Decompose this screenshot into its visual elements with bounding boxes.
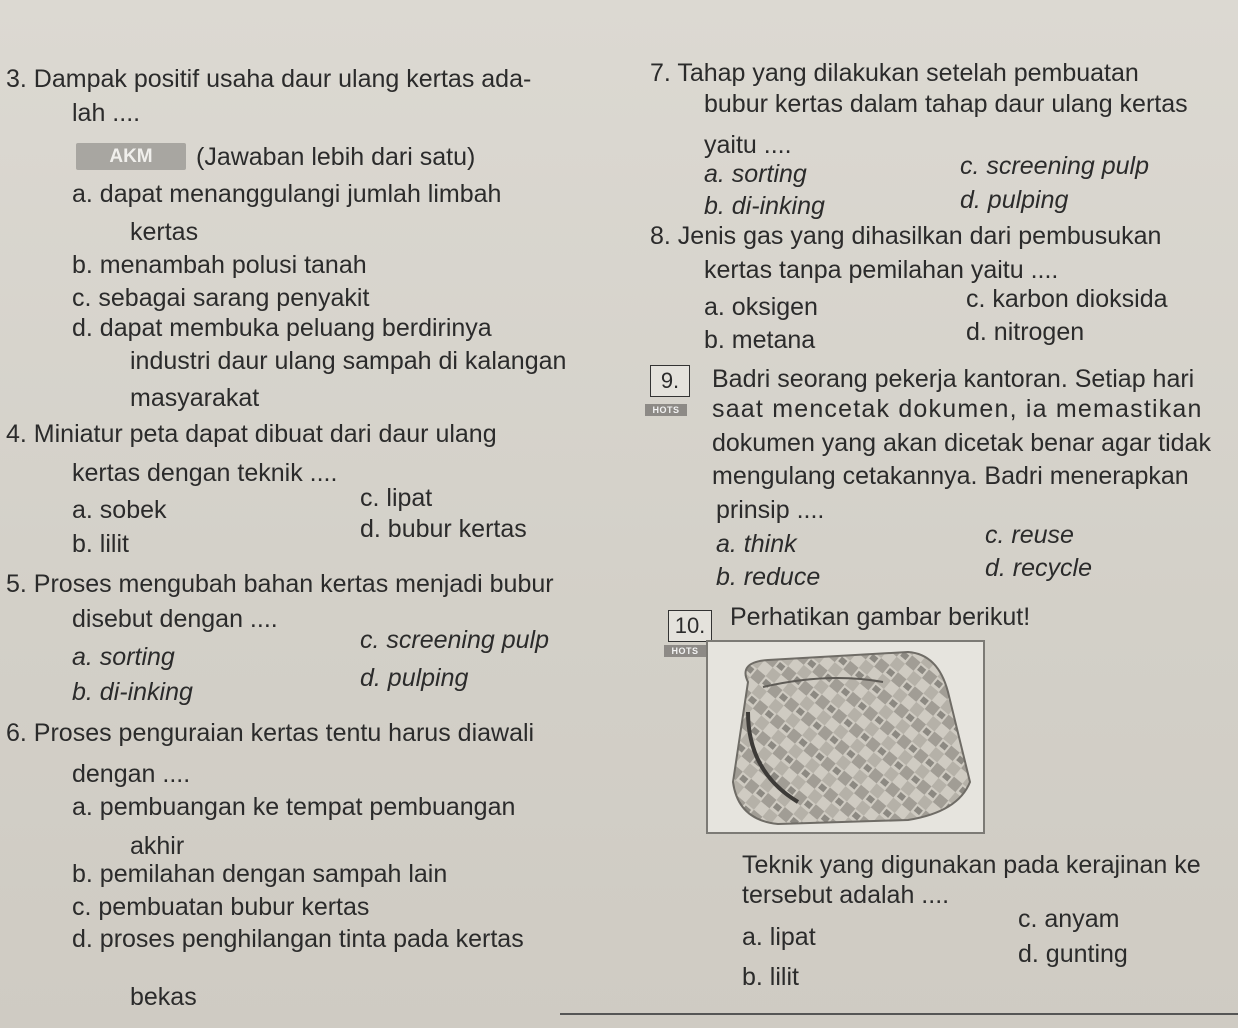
q6-option-c: c. pembuatan bubur kertas bbox=[72, 893, 370, 921]
q3-line1: 3. Dampak positif usaha daur ulang kertas ada- bbox=[6, 65, 532, 93]
q5-line1: 5. Proses mengubah bahan kertas menjadi bubur bbox=[6, 570, 554, 598]
q8-option-c: c. karbon dioksida bbox=[966, 285, 1168, 313]
q3-line2: lah .... bbox=[72, 99, 141, 127]
q6-option-a-line1: a. pembuangan ke tempat pembuangan bbox=[72, 793, 516, 821]
q9-option-b: b. reduce bbox=[716, 563, 821, 591]
q3-option-b: b. menambah polusi tanah bbox=[72, 251, 367, 279]
q9-line5: prinsip .... bbox=[716, 496, 825, 524]
q8-line1: 8. Jenis gas yang dihasilkan dari pembusukan bbox=[650, 222, 1162, 250]
q9-line3: dokumen yang akan dicetak benar agar tidak bbox=[712, 429, 1211, 457]
q6-option-d-line1: d. proses penghilangan tinta pada kertas bbox=[72, 925, 524, 953]
q3-option-a-line2: kertas bbox=[130, 218, 199, 246]
q10-line1: Perhatikan gambar berikut! bbox=[730, 603, 1031, 631]
q3-option-d-line2: industri daur ulang sampah di kalangan bbox=[130, 347, 567, 375]
q5-option-a: a. sorting bbox=[72, 643, 175, 671]
q6-line2: dengan .... bbox=[72, 760, 191, 788]
q7-line1: 7. Tahap yang dilakukan setelah pembuatan bbox=[650, 59, 1139, 87]
q3-option-d-line1: d. dapat membuka peluang berdirinya bbox=[72, 314, 492, 342]
q7-line2: bubur kertas dalam tahap daur ulang kertas bbox=[704, 90, 1188, 118]
q6-option-b: b. pemilahan dengan sampah lain bbox=[72, 860, 448, 888]
q5-line2: disebut dengan .... bbox=[72, 605, 278, 633]
q9-option-d: d. recycle bbox=[985, 554, 1092, 582]
q9-number: 9. bbox=[650, 365, 690, 397]
q8-option-d: d. nitrogen bbox=[966, 318, 1085, 346]
q10-option-d: d. gunting bbox=[1018, 940, 1128, 968]
q8-option-a: a. oksigen bbox=[704, 293, 818, 321]
q9-line4: mengulang cetakannya. Badri menerapkan bbox=[712, 462, 1189, 490]
q5-option-d: d. pulping bbox=[360, 664, 469, 692]
q9-line1: Badri seorang pekerja kantoran. Setiap hari bbox=[712, 365, 1195, 393]
q10-option-a: a. lipat bbox=[742, 923, 816, 951]
woven-bag-illustration bbox=[708, 642, 983, 832]
q4-option-a: a. sobek bbox=[72, 496, 167, 524]
q6-option-d-line2: bekas bbox=[130, 983, 197, 1011]
q9-line2: saat mencetak dokumen, ia memastikan bbox=[712, 395, 1203, 423]
q3-option-c: c. sebagai sarang penyakit bbox=[72, 284, 370, 312]
akm-badge: AKM bbox=[76, 143, 186, 170]
q10-line2: Teknik yang digunakan pada kerajinan ke bbox=[742, 851, 1201, 879]
q4-option-c: c. lipat bbox=[360, 484, 433, 512]
q5-option-c: c. screening pulp bbox=[360, 626, 550, 654]
woven-paper-bag-image bbox=[706, 640, 985, 834]
q7-option-b: b. di-inking bbox=[704, 192, 825, 220]
q3-note: (Jawaban lebih dari satu) bbox=[196, 143, 476, 171]
q4-option-d: d. bubur kertas bbox=[360, 515, 527, 543]
q6-line1: 6. Proses penguraian kertas tentu harus diawali bbox=[6, 719, 535, 747]
q10-line3: tersebut adalah .... bbox=[742, 881, 950, 909]
bottom-rule bbox=[560, 1013, 1238, 1015]
q3-option-a-line1: a. dapat menanggulangi jumlah limbah bbox=[72, 180, 502, 208]
q10-option-c: c. anyam bbox=[1018, 905, 1120, 933]
q7-option-d: d. pulping bbox=[960, 186, 1069, 214]
q10-option-b: b. lilit bbox=[742, 963, 799, 991]
q3-option-d-line3: masyarakat bbox=[130, 384, 260, 412]
q4-option-b: b. lilit bbox=[72, 530, 129, 558]
q8-option-b: b. metana bbox=[704, 326, 816, 354]
q9-option-a: a. think bbox=[716, 530, 797, 558]
q4-line2: kertas dengan teknik .... bbox=[72, 459, 338, 487]
q5-option-b: b. di-inking bbox=[72, 678, 193, 706]
q4-line1: 4. Miniatur peta dapat dibuat dari daur ulang bbox=[6, 420, 497, 448]
q10-hots-badge: HOTS bbox=[664, 645, 706, 657]
q10-number: 10. bbox=[668, 610, 712, 642]
q7-line3: yaitu .... bbox=[704, 131, 792, 159]
q6-option-a-line2: akhir bbox=[130, 832, 185, 860]
q7-option-c: c. screening pulp bbox=[960, 152, 1150, 180]
q7-option-a: a. sorting bbox=[704, 160, 807, 188]
q9-hots-badge: HOTS bbox=[645, 404, 687, 416]
q9-option-c: c. reuse bbox=[985, 521, 1074, 549]
q8-line2: kertas tanpa pemilahan yaitu .... bbox=[704, 256, 1059, 284]
